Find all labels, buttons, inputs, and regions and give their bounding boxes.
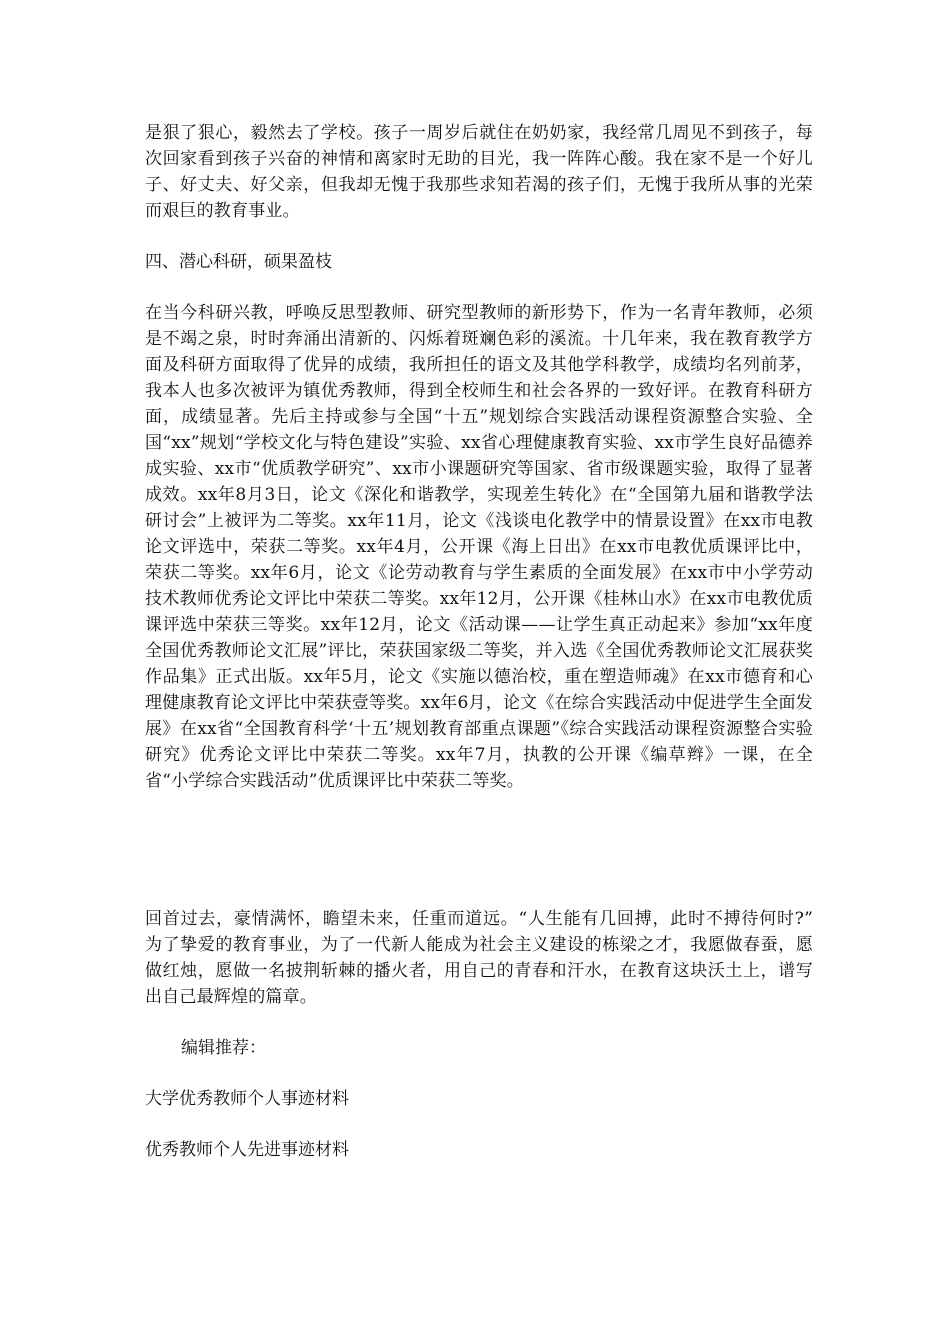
spacer — [145, 1112, 813, 1137]
spacer — [145, 1010, 813, 1035]
spacer — [145, 1061, 813, 1086]
paragraph-conclusion: 回首过去，豪情满怀，瞻望未来，任重而道远。“人生能有几回搏，此时不搏待何时?” 为了挚爱的教育事业，为了一代新人能成为社会主义建设的栋梁之才，我愿做春蚕，愿做红烛，愿做一名披荆斩棘的播火者，用自己的青春和汗水，在教育这块沃土上，谱写出自己最辉煌的篇章。 — [145, 909, 831, 1007]
spacer — [145, 224, 813, 249]
recommended-link-1[interactable]: 大学优秀教师个人事迹材料 — [145, 1089, 349, 1109]
spacer — [145, 275, 813, 300]
spacer — [145, 794, 813, 906]
editor-recommend-label: 编辑推荐： — [181, 1038, 266, 1058]
paragraph-family-sacrifice: 是狠了狠心，毅然去了学校。孩子一周岁后就住在奶奶家，我经常几周见不到孩子，每次回家看到孩子兴奋的神情和离家时无助的目光，我一阵阵心酸。我在家不是一个好儿子、好丈夫、好父亲，但我却无愧于我那些求知若渴的孩子们，无愧于我所从事的光荣而艰巨的教育事业。 — [145, 123, 813, 221]
recommended-link-2[interactable]: 优秀教师个人先进事迹材料 — [145, 1140, 349, 1160]
paragraph-research-achievements: 在当今科研兴教，呼唤反思型教师、研究型教师的新形势下，作为一名青年教师，必须是不竭之泉，时时奔涌出清新的、闪烁着斑斓色彩的溪流。十几年来，我在教育教学方面及科研方面取得了优异的成绩，我所担任的语文及其他学科教学，成绩均名列前茅，我本人也多次被评为镇优秀教师，得到全校师生和社会各界的一致好评。在教育科研方面，成绩显著。先后主持或参与全国“十五”规划综合实践活动课程资源整合实验、全国“xx”规划“学校文化与特色建设”实验、xx省心理健康教育实验、xx市学生良好品德养成实验、xx市“优质教学研究”、xx市小课题研究等国家、省市级课题实验，取得了显著成效。xx年8月3日，论文《深化和谐教学，实现差生转化》在“全国第九届和谐教学法研讨会”上被评为二等奖。xx年11月，论文《浅谈电化教学中的情景设置》在xx市电教论文评选中，荣获二等奖。xx年4月，公开课《海上日出》在xx市电教优质课评比中，荣获二等奖。xx年6月，论文《论劳动教育与学生素质的全面发展》在xx市中小学劳动技术教师优秀论文评比中荣获二等奖。xx年12月，公开课《桂林山水》在xx市电教优质课评选中荣获三等奖。xx年12月，论文《活动课——让学生真正动起来》参加“xx年度全国优秀教师论文汇展”评比，荣获国家级二等奖，并入选《全国优秀教师论文汇展获奖作品集》正式出版。xx年5月，论文《实施以德治校，重在塑造师魂》在xx市德育和心理健康教育论文评比中荣获壹等奖。xx年6月，论文《在综合实践活动中促进学生全面发展》在xx省“全国教育科学‘十五’规划教育部重点课题”《综合实践活动课程资源整合实验研究》优秀论文评比中荣获二等奖。xx年7月，执教的公开课《编草辫》一课，在全省“小学综合实践活动”优质课评比中荣获二等奖。 — [145, 303, 813, 791]
section-heading-research: 四、潜心科研，硕果盈枝 — [145, 252, 332, 272]
document-body — [145, 120, 831, 1163]
